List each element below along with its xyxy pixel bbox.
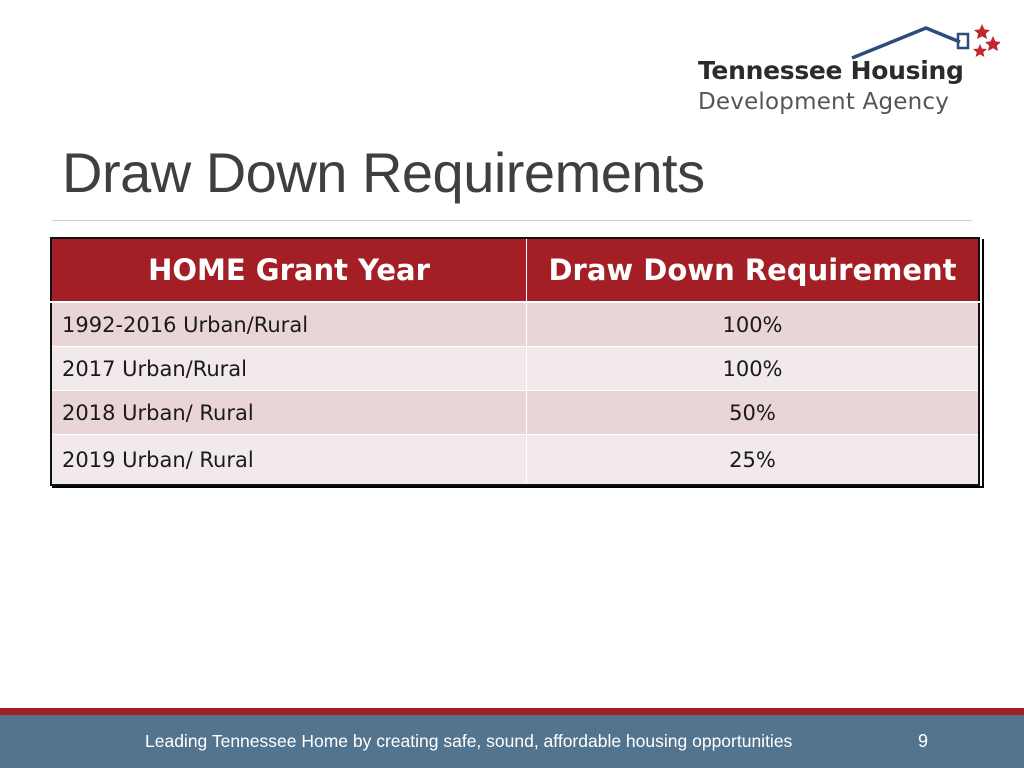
- star-icon: [973, 44, 987, 57]
- cell-grant-year: 2018 Urban/ Rural: [51, 391, 527, 435]
- table-row: [51, 347, 979, 391]
- cell-requirement: 50%: [527, 391, 980, 435]
- page-title: Draw Down Requirements: [62, 141, 705, 204]
- thda-logo: [690, 22, 1010, 122]
- cell-requirement: 100%: [527, 347, 980, 391]
- cell-requirement: 25%: [527, 435, 980, 486]
- logo-line2: Development Agency: [698, 89, 950, 115]
- logo-line1: Tennessee Housing: [698, 56, 964, 85]
- cell-requirement: 100%: [527, 302, 980, 347]
- footer-tagline: Leading Tennessee Home by creating safe, sound, affordable housing opportunities: [145, 731, 793, 751]
- requirements-table: [50, 237, 980, 486]
- cell-grant-year: 2017 Urban/Rural: [51, 347, 527, 391]
- page-number: 9: [918, 731, 929, 751]
- title-divider: [52, 220, 972, 221]
- table-header-row: [51, 238, 979, 302]
- header-draw-down-requirement: Draw Down Requirement: [527, 238, 980, 302]
- table-row: [51, 435, 979, 486]
- star-icon: [985, 36, 1000, 51]
- table-row: [51, 302, 979, 347]
- footer-accent-line: [0, 708, 1024, 715]
- cell-grant-year: 2019 Urban/ Rural: [51, 435, 527, 486]
- footer-bar: [0, 715, 1024, 768]
- star-icon: [974, 24, 990, 39]
- header-grant-year: HOME Grant Year: [51, 238, 527, 302]
- table-row: [51, 391, 979, 435]
- cell-grant-year: 1992-2016 Urban/Rural: [51, 302, 527, 347]
- requirements-table-wrap: [50, 237, 982, 486]
